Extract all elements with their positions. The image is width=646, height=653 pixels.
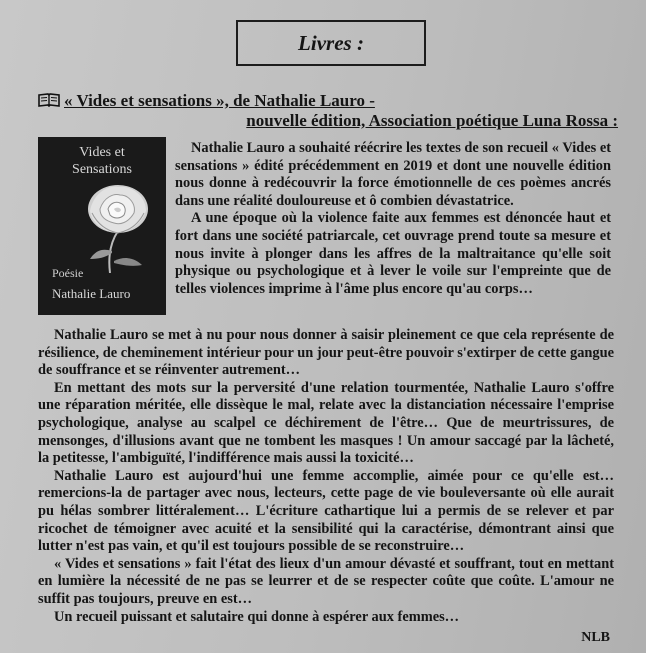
paragraph-3: Nathalie Lauro se met à nu pour nous donner à saisir pleinement ce que cela représente de résilience, de cheminement intérieur pour un jour peut-être pouvoir s'extirper de cette gangue de souffrance et se réinventer autrement… <box>38 327 614 379</box>
heading-line-1: « Vides et sensations », de Nathalie Lauro - <box>64 91 375 110</box>
signature: NLB <box>581 630 610 645</box>
cover-genre: Poésie <box>52 266 84 280</box>
cover-title: Vides et Sensations <box>72 145 132 177</box>
paragraph-4: En mettant des mots sur la perversité d'une relation tourmentée, Nathalie Lauro s'offre une réparation méritée, elle dissèque le mal, relate avec la distanciation nécessaire l'emprise psychologique, analyse au scalpel ce déchirement de l'être… Que de meurtrissures, de mensonges, d'illusions avant que ne tombent les masques ! Un amour saccagé par la lâcheté, la petitesse, l'ambiguïté, l'indifférence mais aussi la toxicité… <box>38 379 614 467</box>
cover-author: Nathalie Lauro <box>52 286 131 301</box>
paragraph-7: Un recueil puissant et salutaire qui donne à espérer aux femmes… <box>54 608 460 625</box>
open-book-icon <box>38 93 60 107</box>
paragraph-5: Nathalie Lauro est aujourd'hui une femme accomplie, aimée pour ce qu'elle est… remercions-la de partager avec nous, lecteurs, cette page de vie bouleversante où elle aurait pu hélas sombrer littéralement… L'écriture cathartique lui a permis de se relever et par ricochet de témoigner avec acuité et la sensibilité qui la caractérise, démontrant ainsi que lutter n'est pas vain, et qu'il est toujours possible de se reconstruire… <box>38 467 614 555</box>
intro-text <box>175 140 611 298</box>
book-cover <box>38 137 166 315</box>
paragraph-6: « Vides et sensations » fait l'état des lieux d'un amour dévasté et souffrant, tout en mettant en lumière la nécessité de ne pas se leurrer et de se respecter coûte que coûte. L'amour ne suffit pas toujours, preuve en est… <box>38 555 614 607</box>
rose-icon <box>80 181 156 273</box>
review-heading <box>38 91 618 131</box>
paragraph-2: A une époque où la violence faite aux femmes est dénoncée haut et fort dans une société patriarcale, cet ouvrage prend toute sa mesure et nous invite à plonger dans les affres de la maltraitance qu'elle soit physique ou psychologique et à lever le voile sur l'empreinte que de telles violences imprime à l'âme plus encore qu'au corps… <box>175 210 611 297</box>
paragraph-1: Nathalie Lauro a souhaité réécrire les textes de son recueil « Vides et sensations » édité précédemment en 2019 et dont une nouvelle édition nous donne à redécouvrir la force émotionnelle de ces poèmes ancrés dans une réalité douloureuse et ô combien dévastatrice. <box>175 140 611 209</box>
section-title: Livres : <box>236 20 426 66</box>
heading-line-2: nouvelle édition, Association poétique Luna Rossa : <box>246 111 618 130</box>
body-text <box>38 327 614 626</box>
